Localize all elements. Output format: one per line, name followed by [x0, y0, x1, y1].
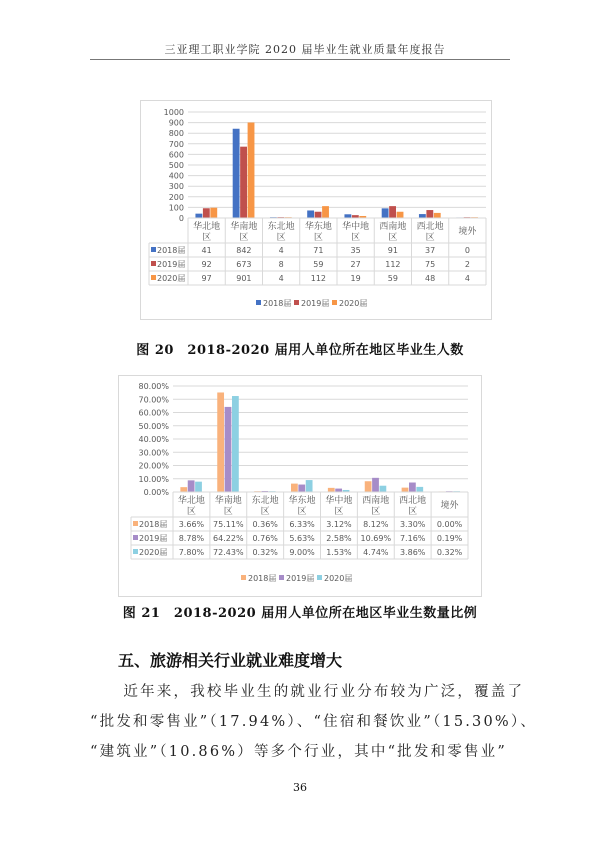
data-table-cell: 64.22% — [213, 534, 244, 543]
category-label: 西北地区 — [399, 496, 427, 517]
y-tick-label: 300 — [168, 182, 184, 192]
category-label: 东北地区 — [267, 222, 295, 243]
data-table-cell: 97 — [201, 274, 212, 283]
figure-21-caption: 图 21 2018-2020 届用人单位所在地区毕业生数量比例 — [122, 606, 478, 621]
bar-2019届 — [335, 489, 342, 492]
bar-2018届 — [180, 487, 187, 492]
y-tick-label: 400 — [168, 171, 184, 181]
data-table-cell: 37 — [425, 246, 436, 255]
series-row-label: 2018届 — [157, 246, 186, 255]
category-label: 华北地区 — [193, 222, 221, 243]
legend-key-2019届 — [151, 261, 156, 266]
figure-20-chart — [140, 100, 492, 320]
legend-label: 2019届 — [286, 574, 315, 583]
y-tick-label: 20.00% — [138, 461, 169, 471]
legend-swatch-2018届 — [256, 300, 261, 305]
data-table-cell: 8.78% — [178, 534, 205, 543]
legend-swatch-2018届 — [241, 575, 246, 580]
category-label: 西南地区 — [362, 496, 390, 517]
bar-2020届 — [416, 487, 423, 492]
y-tick-label: 700 — [168, 139, 184, 149]
legend-label: 2020届 — [324, 574, 353, 583]
running-header: 三亚理工职业学院 2020 届毕业生就业质量年度报告 — [164, 43, 446, 56]
data-table-cell: 8.12% — [363, 520, 389, 529]
data-table-cell: 72.43% — [213, 548, 244, 557]
y-tick-label: 900 — [168, 118, 184, 128]
legend-key-2020届 — [151, 275, 156, 280]
y-tick-label: 0.00% — [143, 488, 169, 497]
y-tick-label: 50.00% — [138, 421, 169, 431]
category-label: 西北地区 — [416, 222, 444, 243]
legend-key-2020届 — [133, 549, 138, 554]
bar-2020届 — [306, 480, 313, 492]
chart-20-svg — [141, 101, 491, 319]
page-number: 36 — [293, 781, 307, 794]
y-tick-label: 60.00% — [138, 408, 169, 418]
data-table-cell: 673 — [236, 260, 252, 269]
bar-2019届 — [315, 212, 322, 218]
y-tick-label: 800 — [168, 129, 184, 139]
y-tick-label: 10.00% — [138, 474, 169, 484]
series-row-label: 2018届 — [139, 520, 168, 529]
bar-2020届 — [380, 486, 387, 492]
data-table-cell: 0.76% — [252, 534, 278, 543]
data-table-cell: 842 — [236, 246, 252, 255]
header-divider — [90, 59, 510, 60]
chart-21-svg — [119, 376, 481, 596]
bar-2019届 — [203, 208, 210, 218]
bar-2018届 — [365, 481, 372, 492]
bar-2019届 — [240, 147, 247, 218]
y-tick-label: 40.00% — [138, 435, 169, 444]
category-label: 境外 — [440, 501, 459, 511]
data-table-cell: 7.16% — [399, 534, 426, 543]
series-row-label: 2019届 — [139, 534, 168, 543]
category-label: 西南地区 — [379, 222, 407, 243]
bar-2018届 — [344, 214, 351, 218]
data-table-cell: 19 — [350, 274, 361, 283]
bar-2019届 — [389, 206, 396, 218]
data-table-cell: 3.30% — [399, 520, 426, 529]
data-table-cell: 3.66% — [178, 520, 205, 529]
legend-swatch-2020届 — [332, 300, 337, 305]
category-label: 华中地区 — [325, 496, 353, 517]
legend-key-2018届 — [133, 521, 138, 526]
data-table-cell: 1.53% — [326, 548, 352, 557]
bar-2019届 — [426, 210, 433, 218]
legend-label: 2020届 — [339, 299, 368, 308]
data-table-cell: 0.19% — [436, 534, 463, 543]
data-table-cell: 0.36% — [252, 520, 278, 529]
y-tick-label: 30.00% — [138, 448, 169, 458]
data-table-cell: 48 — [425, 274, 436, 283]
y-tick-label: 0 — [178, 214, 184, 223]
bar-2018届 — [419, 214, 426, 218]
data-table-cell: 0 — [464, 246, 470, 255]
paragraph-line-1: 近年来，我校毕业生的就业行业分布较为广泛，覆盖了 — [90, 684, 525, 700]
y-tick-label: 100 — [168, 203, 184, 213]
y-tick-label: 600 — [168, 150, 184, 160]
data-table-cell: 6.33% — [289, 520, 315, 529]
data-table-cell: 92 — [201, 260, 212, 269]
data-table-cell: 901 — [236, 274, 252, 283]
data-table-cell: 112 — [310, 274, 327, 283]
legend-key-2019届 — [133, 535, 138, 540]
y-tick-label: 500 — [168, 161, 184, 170]
bar-2019届 — [409, 483, 416, 492]
category-label: 华东地区 — [304, 222, 332, 243]
category-label: 华南地区 — [214, 496, 242, 517]
bar-2018届 — [217, 392, 224, 492]
data-table-cell: 2.58% — [326, 534, 352, 543]
data-table-cell: 27 — [350, 260, 361, 269]
legend-label: 2018届 — [248, 574, 277, 583]
data-table-cell: 10.69% — [360, 534, 392, 543]
category-label: 华东地区 — [288, 496, 316, 517]
series-row-label: 2020届 — [157, 274, 186, 283]
data-table-cell: 4.74% — [363, 548, 389, 557]
y-tick-label: 70.00% — [138, 395, 169, 405]
data-table-cell: 9.00% — [289, 548, 315, 557]
data-table-cell: 71 — [313, 246, 324, 255]
category-label: 华南地区 — [230, 222, 258, 243]
data-table-cell: 4 — [278, 274, 284, 283]
bar-2020届 — [434, 213, 441, 218]
category-label: 东北地区 — [251, 496, 279, 517]
paragraph-line-2: “批发和零售业”（17.94%）、“住宿和餐饮业”（15.30%）、 — [90, 714, 538, 730]
bar-2018届 — [233, 129, 240, 218]
bar-2019届 — [188, 480, 195, 492]
data-table-cell: 7.80% — [178, 548, 205, 557]
data-table-cell: 59 — [387, 274, 398, 283]
y-tick-label: 200 — [168, 192, 184, 202]
figure-20-caption: 图 20 2018-2020 届用人单位所在地区毕业生人数 — [136, 343, 464, 358]
data-table-cell: 0.32% — [436, 548, 463, 557]
bar-2018届 — [307, 210, 314, 218]
data-table-cell: 3.86% — [399, 548, 426, 557]
bar-2020届 — [322, 206, 329, 218]
data-table-cell: 75 — [425, 260, 436, 269]
paragraph-line-3: “建筑业”（10.86%）等多个行业，其中“批发和零售业” — [90, 744, 507, 760]
bar-2019届 — [298, 485, 305, 492]
data-table-cell: 5.63% — [289, 534, 315, 543]
category-label: 华北地区 — [177, 496, 205, 517]
category-label: 境外 — [458, 227, 477, 237]
legend-swatch-2020届 — [317, 575, 322, 580]
bar-2019届 — [225, 407, 232, 492]
figure-21-chart — [118, 375, 482, 597]
legend-label: 2018届 — [263, 299, 292, 308]
bar-2020届 — [232, 396, 239, 492]
series-row-label: 2019届 — [157, 260, 186, 269]
data-table-cell: 4 — [464, 274, 470, 283]
series-row-label: 2020届 — [139, 548, 168, 557]
section-heading: 五、旅游相关行业就业难度增大 — [118, 651, 343, 670]
data-table-cell: 75.11% — [213, 520, 244, 529]
bar-2020届 — [210, 208, 217, 218]
bar-2020届 — [397, 212, 404, 218]
bar-2018届 — [382, 208, 389, 218]
bar-2018届 — [402, 488, 409, 492]
data-table-cell: 112 — [385, 260, 401, 269]
data-table-cell: 0.00% — [436, 520, 463, 529]
bar-2020届 — [248, 122, 255, 218]
bar-2018届 — [195, 214, 202, 218]
category-label: 华中地区 — [342, 222, 370, 243]
data-table-cell: 8 — [278, 260, 284, 269]
legend-key-2018届 — [151, 247, 156, 252]
data-table-cell: 2 — [464, 260, 470, 269]
y-tick-label: 80.00% — [138, 382, 169, 391]
y-tick-label: 1000 — [163, 108, 184, 117]
data-table-cell: 3.12% — [326, 520, 352, 529]
data-table-cell: 35 — [350, 246, 361, 255]
legend-swatch-2019届 — [279, 575, 284, 580]
bar-2020届 — [195, 482, 202, 492]
legend-swatch-2019届 — [294, 300, 299, 305]
data-table-cell: 4 — [278, 246, 284, 255]
data-table-cell: 59 — [313, 260, 324, 269]
data-table-cell: 0.32% — [252, 548, 278, 557]
bar-2018届 — [328, 488, 335, 492]
bar-2018届 — [291, 484, 298, 492]
legend-label: 2019届 — [301, 299, 330, 308]
data-table-cell: 91 — [387, 246, 398, 255]
bar-2019届 — [372, 478, 379, 492]
data-table-cell: 41 — [201, 246, 212, 255]
